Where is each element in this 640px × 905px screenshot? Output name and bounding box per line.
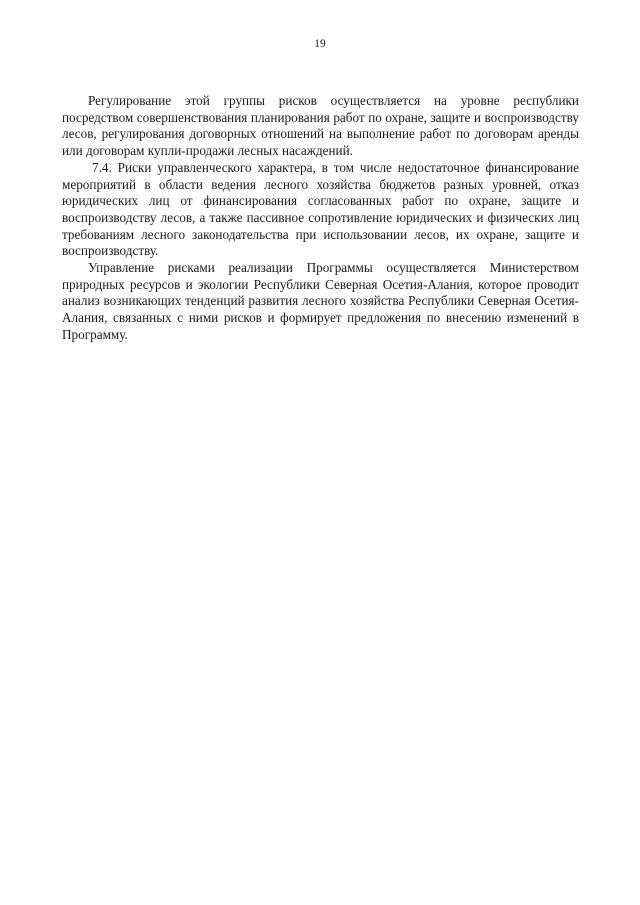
body-text [62, 93, 579, 344]
page-number: 19 [314, 38, 326, 50]
paragraph-risk-regulation: Регулирование этой группы рисков осуществляется на уровне республики посредством совершенствования планирования работ по охране, защите и воспроизводству лесов, регулирования договорных отношений на выполнение работ по договорам аренды или договорам купли-продажи лесных насаждений. [62, 93, 579, 159]
paragraph-risk-management: Управление рисками реализации Программы осуществляется Министерством природных ресурсов и экологии Республики Северная Осетия-Алания, которое проводит анализ возникающих тенденций развития лесного хозяйства Республики Северная Осетия-Алания, связанных с ними рисков и формирует предложения по внесению изменений в Программу. [62, 260, 579, 342]
paragraph-management-risks: 7.4. Риски управленческого характера, в том числе недостаточное финансирование мероприятий в области ведения лесного хозяйства бюджетов разных уровней, отказ юридических лиц от финансирования согласованных работ по охране, защите и воспроизводству лесов, а также пассивное сопротивление юридических и физических лиц требованиям лесного законодательства при использовании лесов, их охране, защите и воспроизводству. [62, 159, 579, 259]
